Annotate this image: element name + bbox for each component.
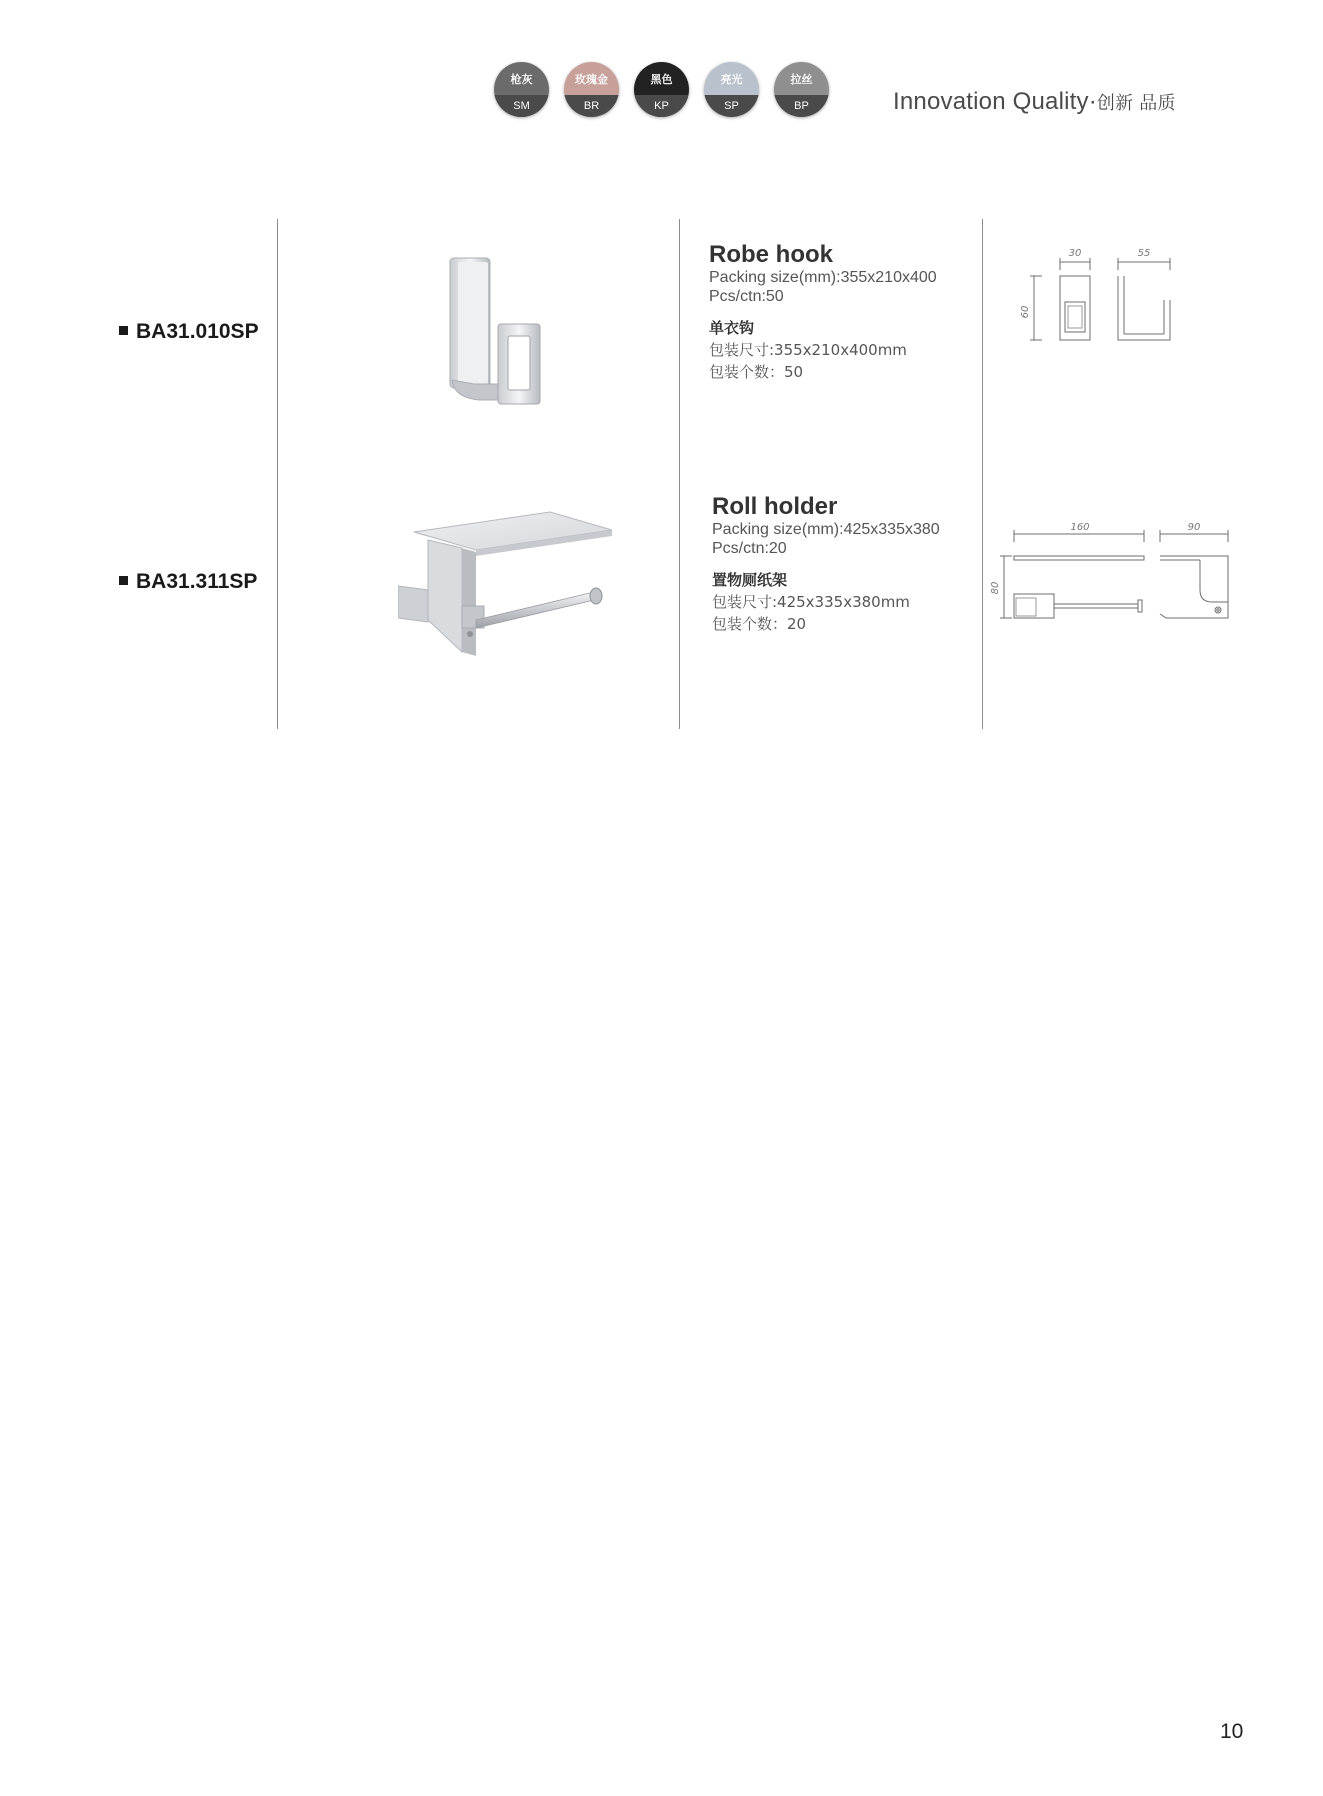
- pcs-per-carton-cn: 包装个数：20: [712, 615, 807, 633]
- dim-depth: 90: [1187, 522, 1201, 533]
- tagline-sep: ·: [1088, 88, 1097, 115]
- pcs-per-carton: Pcs/ctn:20: [712, 540, 787, 557]
- wall-plate: [398, 586, 428, 622]
- sku-label: [119, 320, 259, 344]
- finish-code: BR: [564, 95, 619, 117]
- finish-cn-label: 拉丝: [790, 72, 813, 86]
- pcs-per-carton: Pcs/ctn:50: [709, 288, 784, 305]
- brand-tagline: [893, 88, 1176, 116]
- dim-height: 60: [1020, 305, 1031, 319]
- finish-code: SM: [494, 95, 549, 117]
- column-divider: [679, 219, 680, 729]
- finish-swatches: [494, 62, 829, 120]
- bullet-icon: [119, 576, 128, 585]
- packing-size-cn: 包装尺寸:355x210x400mm: [709, 341, 907, 359]
- holder-side-panel: [428, 540, 462, 652]
- dim-height: 80: [990, 581, 1001, 595]
- holder-side-edge: [462, 548, 476, 656]
- finish-code: SP: [704, 95, 759, 117]
- packing-size: Packing size(mm):425x335x380: [712, 521, 940, 538]
- finish-code: KP: [634, 95, 689, 117]
- finish-code: BP: [774, 95, 829, 117]
- roll-holder-image: [398, 500, 618, 660]
- dim-width: 30: [1068, 248, 1082, 259]
- finish-swatch-kp: [634, 62, 689, 117]
- roll-bar-end: [590, 588, 602, 604]
- finish-swatch-bp: [774, 62, 829, 117]
- finish-swatch-sm: [494, 62, 549, 117]
- finish-cn-label: 枪灰: [510, 72, 533, 86]
- dim-depth: 55: [1137, 248, 1151, 259]
- roll-bar: [476, 592, 594, 628]
- sku-label: [119, 570, 257, 594]
- column-divider: [277, 219, 278, 729]
- finish-cn-label: 玫瑰金: [575, 72, 608, 86]
- column-divider: [982, 219, 983, 729]
- finish-swatch-sp: [704, 62, 759, 117]
- finish-swatch-br: [564, 62, 619, 117]
- robe-hook-drawing: [1020, 240, 1180, 350]
- dim-width: 160: [1070, 522, 1090, 533]
- pcs-per-carton-cn: 包装个数：50: [709, 363, 804, 381]
- hook-cutout: [508, 336, 530, 390]
- hook-front-face: [458, 262, 488, 384]
- tagline-cn: 创新 品质: [1096, 93, 1176, 114]
- bullet-icon: [119, 326, 128, 335]
- sku-code: BA31.311SP: [136, 570, 258, 593]
- robe-hook-image: [440, 250, 560, 410]
- product-name-cn: 单衣钩: [709, 319, 755, 337]
- product-name: Robe hook: [709, 241, 833, 268]
- product-description: [709, 242, 937, 383]
- finish-cn-label: 黑色: [650, 72, 673, 86]
- finish-cn-label: 亮光: [720, 72, 743, 86]
- page-number: 10: [1220, 1720, 1244, 1743]
- packing-size-cn: 包装尺寸:425x335x380mm: [712, 593, 910, 611]
- roll-holder-drawing: [990, 520, 1240, 630]
- product-name-cn: 置物厕纸架: [712, 571, 788, 589]
- sku-code: BA31.010SP: [136, 320, 259, 343]
- product-description: [712, 494, 940, 635]
- set-screw: [467, 631, 473, 637]
- packing-size: Packing size(mm):355x210x400: [709, 269, 937, 286]
- tagline-en: Innovation Quality: [893, 88, 1089, 115]
- product-name: Roll holder: [712, 493, 838, 520]
